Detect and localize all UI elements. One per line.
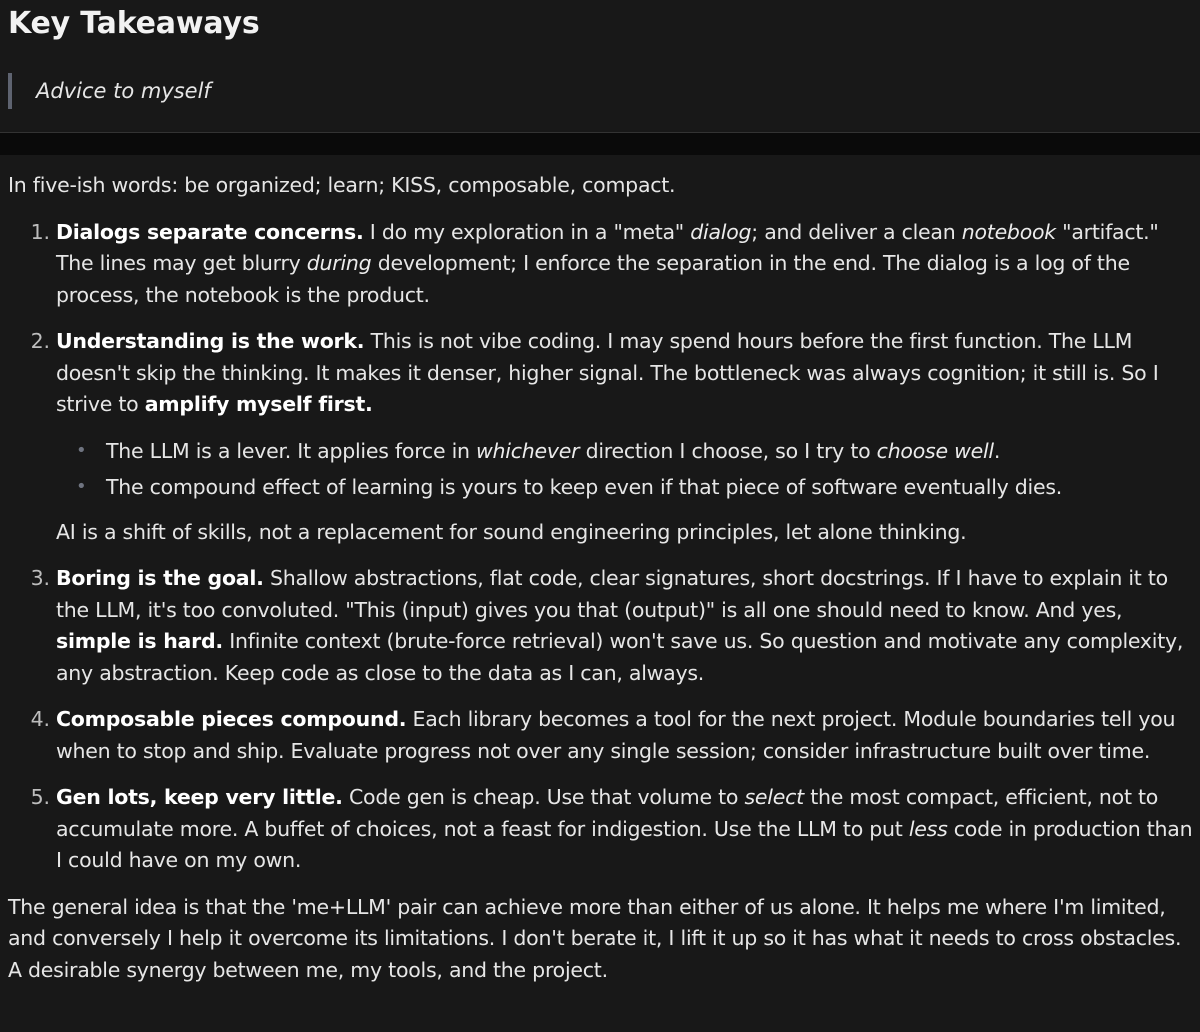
list-item: 5. Gen lots, keep very little. Code gen is cheap. Use that volume to select the most compact, efficient, not to accumulate more. A buffet of choices, not a feast for indigestion. Use the LLM to put less code in production than I could have on my own. xyxy=(56,782,1196,877)
item-heading: Composable pieces compound. xyxy=(56,707,407,731)
list-item: 4. Composable pieces compound. Each library becomes a tool for the next project. Module boundaries tell you when to stop and ship. Evaluate progress not over any single session; consider infrastructure built over time. xyxy=(56,704,1196,767)
bullet-item: • The compound effect of learning is yours to keep even if that piece of software eventually dies. xyxy=(106,469,1196,505)
item-heading: Gen lots, keep very little. xyxy=(56,785,343,809)
article-body xyxy=(8,170,1196,986)
list-item: 1. Dialogs separate concerns. I do my exploration in a "meta" dialog; and deliver a clean notebook "artifact." The lines may get blurry during development; I enforce the separation in the end. The dialog is a log of the process, the notebook is the product. xyxy=(56,217,1196,312)
sub-bullet-list xyxy=(56,433,1196,505)
takeaways-list xyxy=(8,217,1196,877)
blockquote-subtitle: Advice to myself xyxy=(8,73,211,109)
bullet-item: • The LLM is a lever. It applies force in whichever direction I choose, so I try to choose well. xyxy=(106,433,1196,469)
page-title: Key Takeaways xyxy=(8,6,260,41)
bullet-dot-icon: • xyxy=(76,439,87,461)
intro-paragraph: In five-ish words: be organized; learn; KISS, composable, compact. xyxy=(8,173,676,197)
list-item: 3. Boring is the goal. Shallow abstractions, flat code, clear signatures, short docstrings. If I have to explain it to the LLM, it's too convoluted. "This (input) gives you that (output)" is all one should need to know. And yes, simple is hard. Infinite context (brute-force retrieval) won't save us. So question and motivate any complexity, any abstraction. Keep code as close to the data as I can, always. xyxy=(56,563,1196,689)
list-item: 2. Understanding is the work. This is not vibe coding. I may spend hours before the first function. The LLM doesn't skip the thinking. It makes it denser, higher signal. The bottleneck was always cognition; it still is. So I strive to amplify myself first. • The LLM is a lever. It applies force in whichever direction I choose, so I try to choose well. • The compound effect of learning is yours to keep even if that piece of software eventually dies. AI is a shift of skills, not a replacement for sound engineering principles, let alone thinking. xyxy=(56,326,1196,548)
item-heading: Boring is the goal. xyxy=(56,566,264,590)
item-heading: Understanding is the work. xyxy=(56,329,365,353)
header xyxy=(0,0,1200,133)
outro-paragraph: The general idea is that the 'me+LLM' pair can achieve more than either of us alone. It helps me where I'm limited, and conversely I help it overcome its limitations. I don't berate it, I lift it up so it has what it needs to cross obstacles. A desirable synergy between me, my tools, and the project. xyxy=(8,894,1182,982)
item-note: AI is a shift of skills, not a replacement for sound engineering principles, let alone thinking. xyxy=(56,519,967,544)
bullet-dot-icon: • xyxy=(76,475,87,497)
item-heading: Dialogs separate concerns. xyxy=(56,219,364,244)
section-divider xyxy=(0,133,1200,155)
